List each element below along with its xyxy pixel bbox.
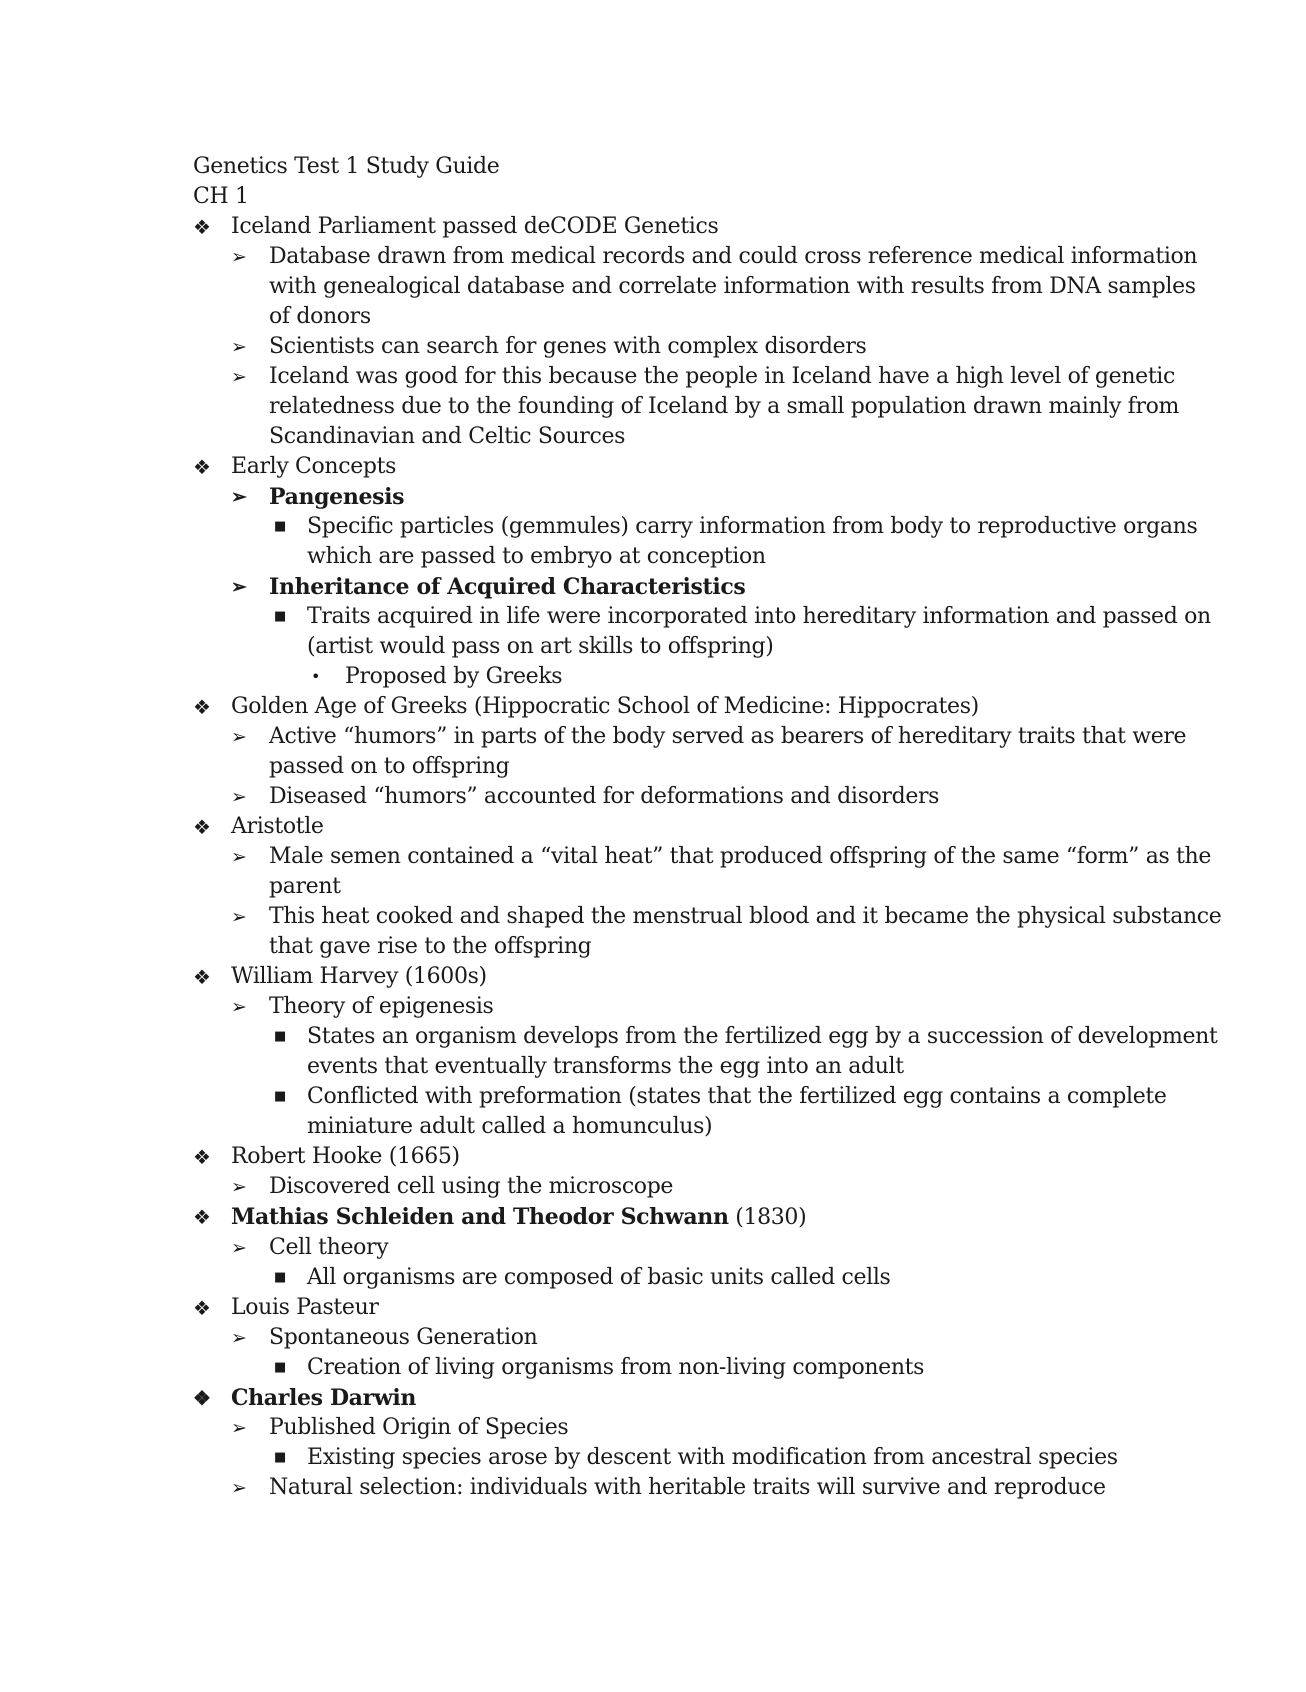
diamond-bullet-icon: ❖ xyxy=(193,965,211,989)
arrow-bullet-icon: ➢ xyxy=(231,1176,247,1198)
section-heading-text: Golden Age of Greeks (Hippocratic School of Medicine: Hippocrates) xyxy=(231,694,979,719)
diamond-bullet-icon: ❖ xyxy=(193,1296,211,1320)
document-title: Genetics Test 1 Study Guide xyxy=(193,154,500,179)
list-item xyxy=(193,602,1223,662)
arrow-bullet-icon: ➢ xyxy=(231,1417,247,1439)
list-item-text: Active “humors” in parts of the body served as bearers of hereditary traits that were passed on to offspring xyxy=(269,724,1187,779)
list-item-text: Existing species arose by descent with modification from ancestral species xyxy=(307,1445,1118,1470)
section-heading xyxy=(193,452,1223,482)
list-item-text: Theory of epigenesis xyxy=(269,994,494,1019)
section-heading xyxy=(193,1142,1223,1172)
arrow-bullet-icon: ➢ xyxy=(231,996,247,1018)
list-item-text: Inheritance of Acquired Characteristics xyxy=(269,574,746,600)
list-item xyxy=(193,1413,1223,1443)
section-heading-text: Aristotle xyxy=(231,814,324,839)
list-item xyxy=(193,512,1223,572)
list-item-text: Discovered cell using the microscope xyxy=(269,1174,674,1199)
section-heading-text: Early Concepts xyxy=(231,454,397,479)
section-heading xyxy=(193,212,1223,242)
square-bullet-icon: ■ xyxy=(274,1450,286,1465)
list-item-text: This heat cooked and shaped the menstrual blood and it became the physical substance that gave rise to the offspring xyxy=(269,904,1222,959)
list-item xyxy=(193,482,1223,512)
list-item xyxy=(193,1022,1223,1082)
list-item xyxy=(193,1263,1223,1293)
arrow-bullet-icon: ➢ xyxy=(231,246,247,268)
list-item xyxy=(193,1233,1223,1263)
list-item xyxy=(193,1353,1223,1383)
list-item-text: Cell theory xyxy=(269,1235,389,1260)
section-heading-text: Iceland Parliament passed deCODE Genetics xyxy=(231,214,719,239)
square-bullet-icon: ■ xyxy=(274,1360,286,1375)
section-heading xyxy=(193,1383,1223,1413)
section-heading-text: William Harvey (1600s) xyxy=(231,964,487,989)
study-guide-body xyxy=(193,152,1223,1503)
arrow-bullet-icon: ➢ xyxy=(231,786,247,808)
square-bullet-icon: ■ xyxy=(274,609,286,624)
diamond-bullet-icon: ❖ xyxy=(193,695,211,719)
arrow-bullet-icon: ➢ xyxy=(231,576,247,598)
diamond-bullet-icon: ❖ xyxy=(193,815,211,839)
square-bullet-icon: ■ xyxy=(274,1029,286,1044)
square-bullet-icon: ■ xyxy=(274,1270,286,1285)
diamond-bullet-icon: ❖ xyxy=(193,215,211,239)
diamond-bullet-icon: ❖ xyxy=(193,1386,211,1410)
list-item xyxy=(193,1443,1223,1473)
list-item xyxy=(193,662,1223,692)
section-heading xyxy=(193,962,1223,992)
arrow-bullet-icon: ➢ xyxy=(231,726,247,748)
list-item-text: Traits acquired in life were incorporated into hereditary information and passed on (artist would pass on art skills to offspring) xyxy=(307,604,1211,659)
arrow-bullet-icon: ➢ xyxy=(231,1327,247,1349)
section-heading-text: (1830) xyxy=(728,1205,807,1230)
list-item-text: Iceland was good for this because the people in Iceland have a high level of genetic relatedness due to the founding of Iceland by a small population drawn mainly from Scandinavian and Celtic Sources xyxy=(269,364,1180,449)
list-item-text: Specific particles (gemmules) carry information from body to reproductive organs which are passed to embryo at conception xyxy=(307,514,1198,569)
list-item xyxy=(193,1473,1223,1503)
section-heading xyxy=(193,1202,1223,1233)
list-item xyxy=(193,1172,1223,1202)
section-heading xyxy=(193,692,1223,722)
list-item-text: Published Origin of Species xyxy=(269,1415,569,1440)
list-item xyxy=(193,1323,1223,1353)
section-heading-text: Louis Pasteur xyxy=(231,1295,379,1320)
list-item xyxy=(193,992,1223,1022)
list-item-text: Scientists can search for genes with complex disorders xyxy=(269,334,867,359)
list-item-text: Creation of living organisms from non-living components xyxy=(307,1355,925,1380)
diamond-bullet-icon: ❖ xyxy=(193,1145,211,1169)
arrow-bullet-icon: ➢ xyxy=(231,486,247,508)
list-item-text: Conflicted with preformation (states that the fertilized egg contains a complete miniature adult called a homunculus) xyxy=(307,1084,1167,1139)
diamond-bullet-icon: ❖ xyxy=(193,1205,211,1229)
section-heading-text: Robert Hooke (1665) xyxy=(231,1144,460,1169)
list-item-text: States an organism develops from the fertilized egg by a succession of development events that eventually transforms the egg into an adult xyxy=(307,1024,1218,1079)
list-item-text: All organisms are composed of basic units called cells xyxy=(307,1265,891,1290)
list-item xyxy=(193,362,1223,452)
list-item-text: Natural selection: individuals with heritable traits will survive and reproduce xyxy=(269,1475,1106,1500)
list-item xyxy=(193,842,1223,902)
square-bullet-icon: ■ xyxy=(274,1089,286,1104)
list-item xyxy=(193,722,1223,782)
section-heading-text: Charles Darwin xyxy=(231,1385,417,1411)
section-heading xyxy=(193,1293,1223,1323)
list-item xyxy=(193,782,1223,812)
list-item-text: Database drawn from medical records and could cross reference medical information with genealogical database and correlate information with results from DNA samples of donors xyxy=(269,244,1198,329)
list-item xyxy=(193,242,1223,332)
list-item-text: Pangenesis xyxy=(269,484,405,510)
arrow-bullet-icon: ➢ xyxy=(231,336,247,358)
list-item-text: Proposed by Greeks xyxy=(345,664,563,689)
arrow-bullet-icon: ➢ xyxy=(231,1237,247,1259)
arrow-bullet-icon: ➢ xyxy=(231,366,247,388)
chapter-heading: CH 1 xyxy=(193,184,249,209)
section-heading-bold-text: Mathias Schleiden and Theodor Schwann xyxy=(231,1204,729,1230)
dot-bullet-icon: • xyxy=(311,667,321,686)
list-item-text: Diseased “humors” accounted for deformations and disorders xyxy=(269,784,940,809)
section-heading xyxy=(193,812,1223,842)
square-bullet-icon: ■ xyxy=(274,519,286,534)
arrow-bullet-icon: ➢ xyxy=(231,906,247,928)
list-item xyxy=(193,1082,1223,1142)
list-item-text: Male semen contained a “vital heat” that produced offspring of the same “form” as the parent xyxy=(269,844,1212,899)
list-item xyxy=(193,902,1223,962)
arrow-bullet-icon: ➢ xyxy=(231,1477,247,1499)
arrow-bullet-icon: ➢ xyxy=(231,846,247,868)
list-item xyxy=(193,332,1223,362)
list-item-text: Spontaneous Generation xyxy=(269,1325,538,1350)
diamond-bullet-icon: ❖ xyxy=(193,455,211,479)
list-item xyxy=(193,572,1223,602)
